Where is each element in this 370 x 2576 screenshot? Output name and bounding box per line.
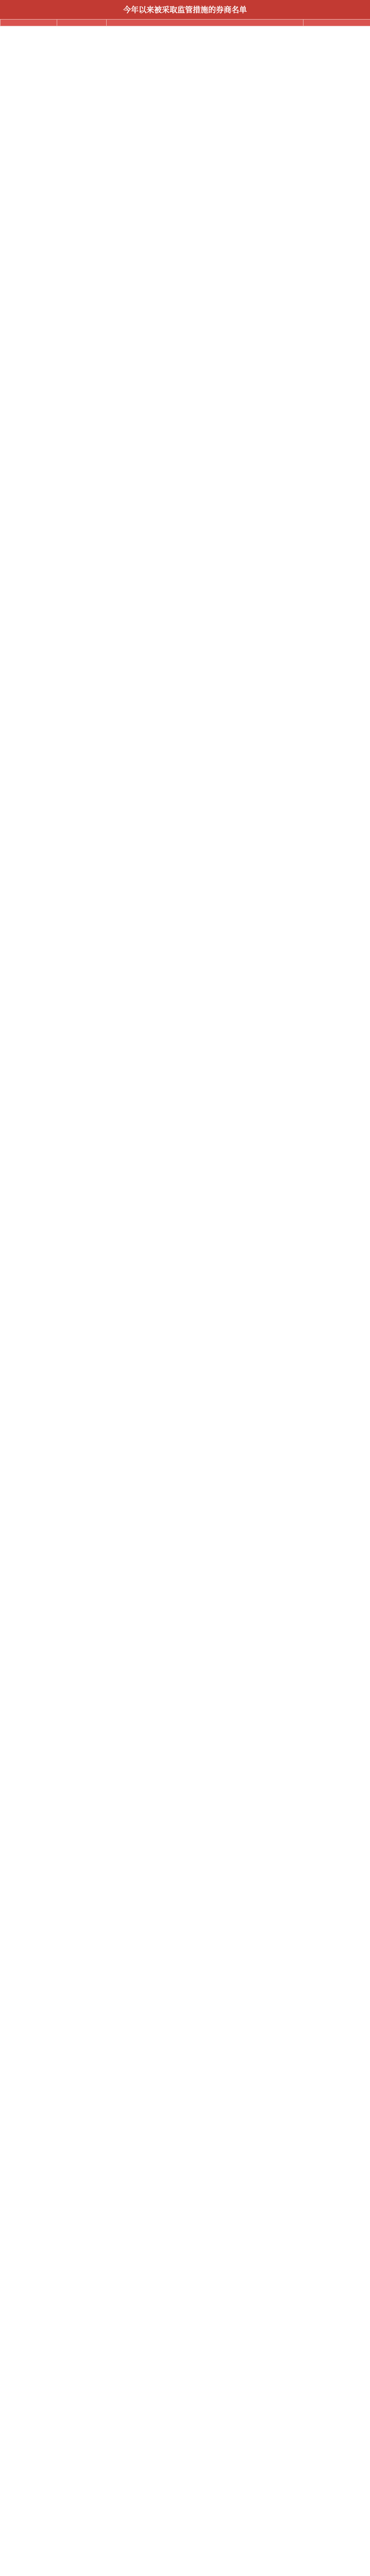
footnote xyxy=(0,26,370,32)
page-title: 今年以来被采取监管措施的券商名单 xyxy=(0,0,370,19)
column-header-measure xyxy=(304,20,370,26)
sanctions-table xyxy=(0,19,370,26)
column-header-date xyxy=(57,20,107,26)
table-header-row xyxy=(1,20,370,26)
column-header-violation xyxy=(107,20,304,26)
column-header-firm xyxy=(1,20,57,26)
